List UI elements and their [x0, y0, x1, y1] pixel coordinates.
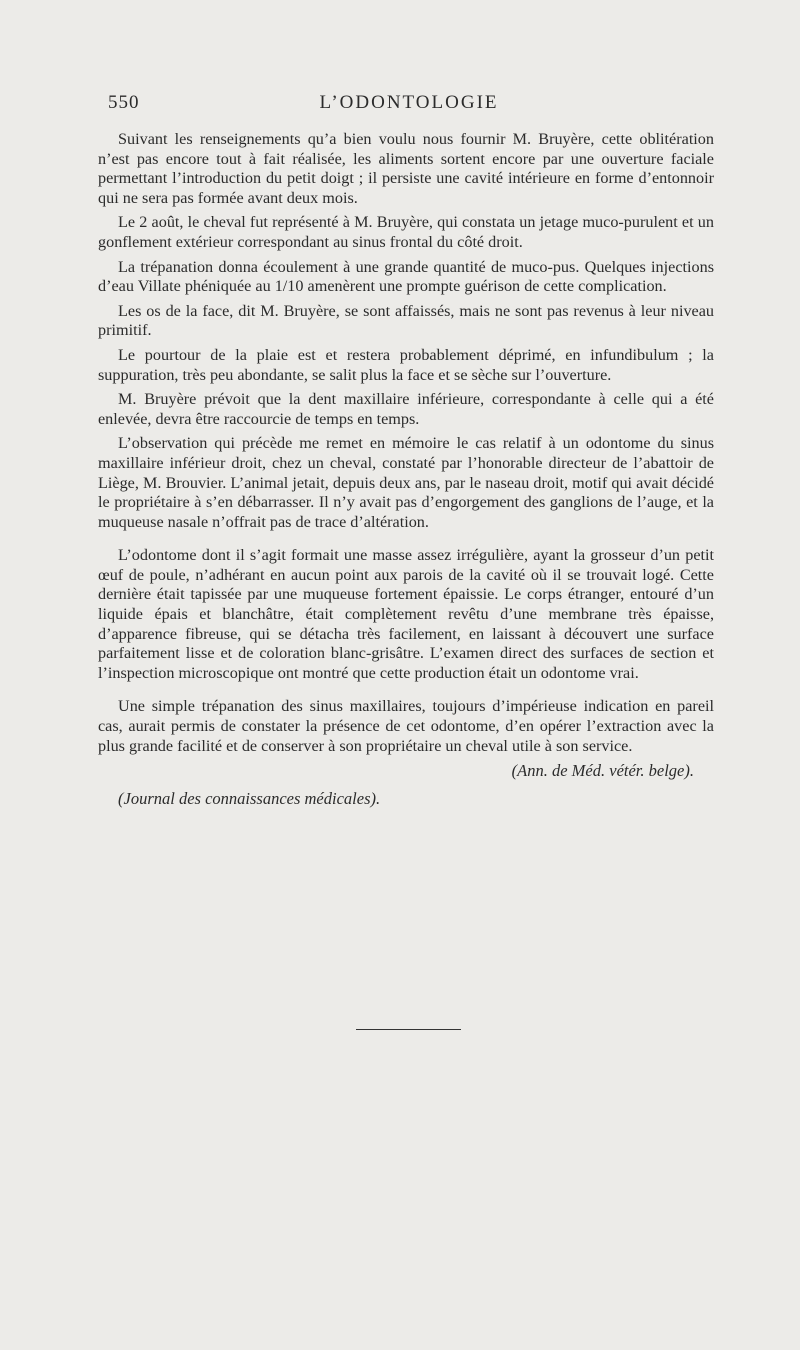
paragraph: Suivant les renseignements qu’a bien voulu nous fournir M. Bruyère, cette oblitération n’est pas encore tout à fait réalisée, les aliments sortent encore par une ouverture faciale permettant l’introduction du petit doigt ; il persiste une cavité intérieure en forme d’entonnoir qui ne sera pas formée avant deux mois. [98, 130, 714, 207]
paragraph: L’odontome dont il s’agit formait une masse assez irrégulière, ayant la grosseur d’un petit œuf de poule, n’adhérant en aucun point aux parois de la cavité où il se trouvait logé. Cette dernière était tapissée par une muqueuse fortement épaissie. Le corps étranger, entouré d’un liquide épais et blanchâtre, était complètement revêtu d’une membrane très épaisse, d’apparence fibreuse, qui se détacha très facilement, en laissant à découvert une surface parfaitement lisse et de coloration blanc-grisâtre. L’examen direct des surfaces de section et l’inspection microscopique ont montré que cette production était un odontome vrai. [98, 546, 714, 682]
paragraph: Les os de la face, dit M. Bruyère, se sont affaissés, mais ne sont pas revenus à leur niveau primitif. [98, 301, 714, 340]
paragraph: La trépanation donna écoulement à une grande quantité de muco-pus. Quelques injections d’eau Villate phéniquée au 1/10 amenèrent une prompte guérison de cette complication. [98, 257, 714, 296]
paragraph: Le pourtour de la plaie est et restera probablement déprimé, en infundibulum ; la suppuration, très peu abondante, se salit plus la face et se sèche sur l’ouverture. [98, 345, 714, 384]
citation-source: (Ann. de Méd. vétér. belge). [511, 761, 694, 781]
section-divider [356, 1029, 461, 1030]
paragraph: M. Bruyère prévoit que la dent maxillaire inférieure, correspondante à celle qui a été enlevée, devra être raccourcie de temps en temps. [98, 390, 714, 428]
running-head [108, 92, 710, 118]
page-number: 550 [108, 92, 140, 113]
citation-journal: (Journal des connaissances médicales). [118, 788, 381, 808]
article-body [98, 130, 714, 808]
paragraph: L’observation qui précède me remet en mémoire le cas relatif à un odontome du sinus maxillaire inférieur droit, chez un cheval, constaté par l’honorable directeur de l’abattoir de Liège, M. Brouvier. L’animal jetait, depuis deux ans, par le naseau droit, motif qui avait décidé le propriétaire à s’en débarrasser. Il n’y avait pas d’engorgement des ganglions de l’auge, et la muqueuse nasale n’offrait pas de trace d’altération. [98, 434, 714, 531]
journal-title: L’ODONTOLOGIE [319, 92, 499, 113]
paragraph: Le 2 août, le cheval fut représenté à M. Bruyère, qui constata un jetage muco-purulent et un gonflement extérieur correspondant au sinus frontal du côté droit. [98, 213, 714, 251]
paragraph: Une simple trépanation des sinus maxillaires, toujours d’impérieuse indication en pareil cas, aurait permis de constater la présence de cet odontome, d’en opérer l’extraction avec la plus grande facilité et de conserver à son propriétaire un cheval utile à son service. [98, 697, 714, 755]
